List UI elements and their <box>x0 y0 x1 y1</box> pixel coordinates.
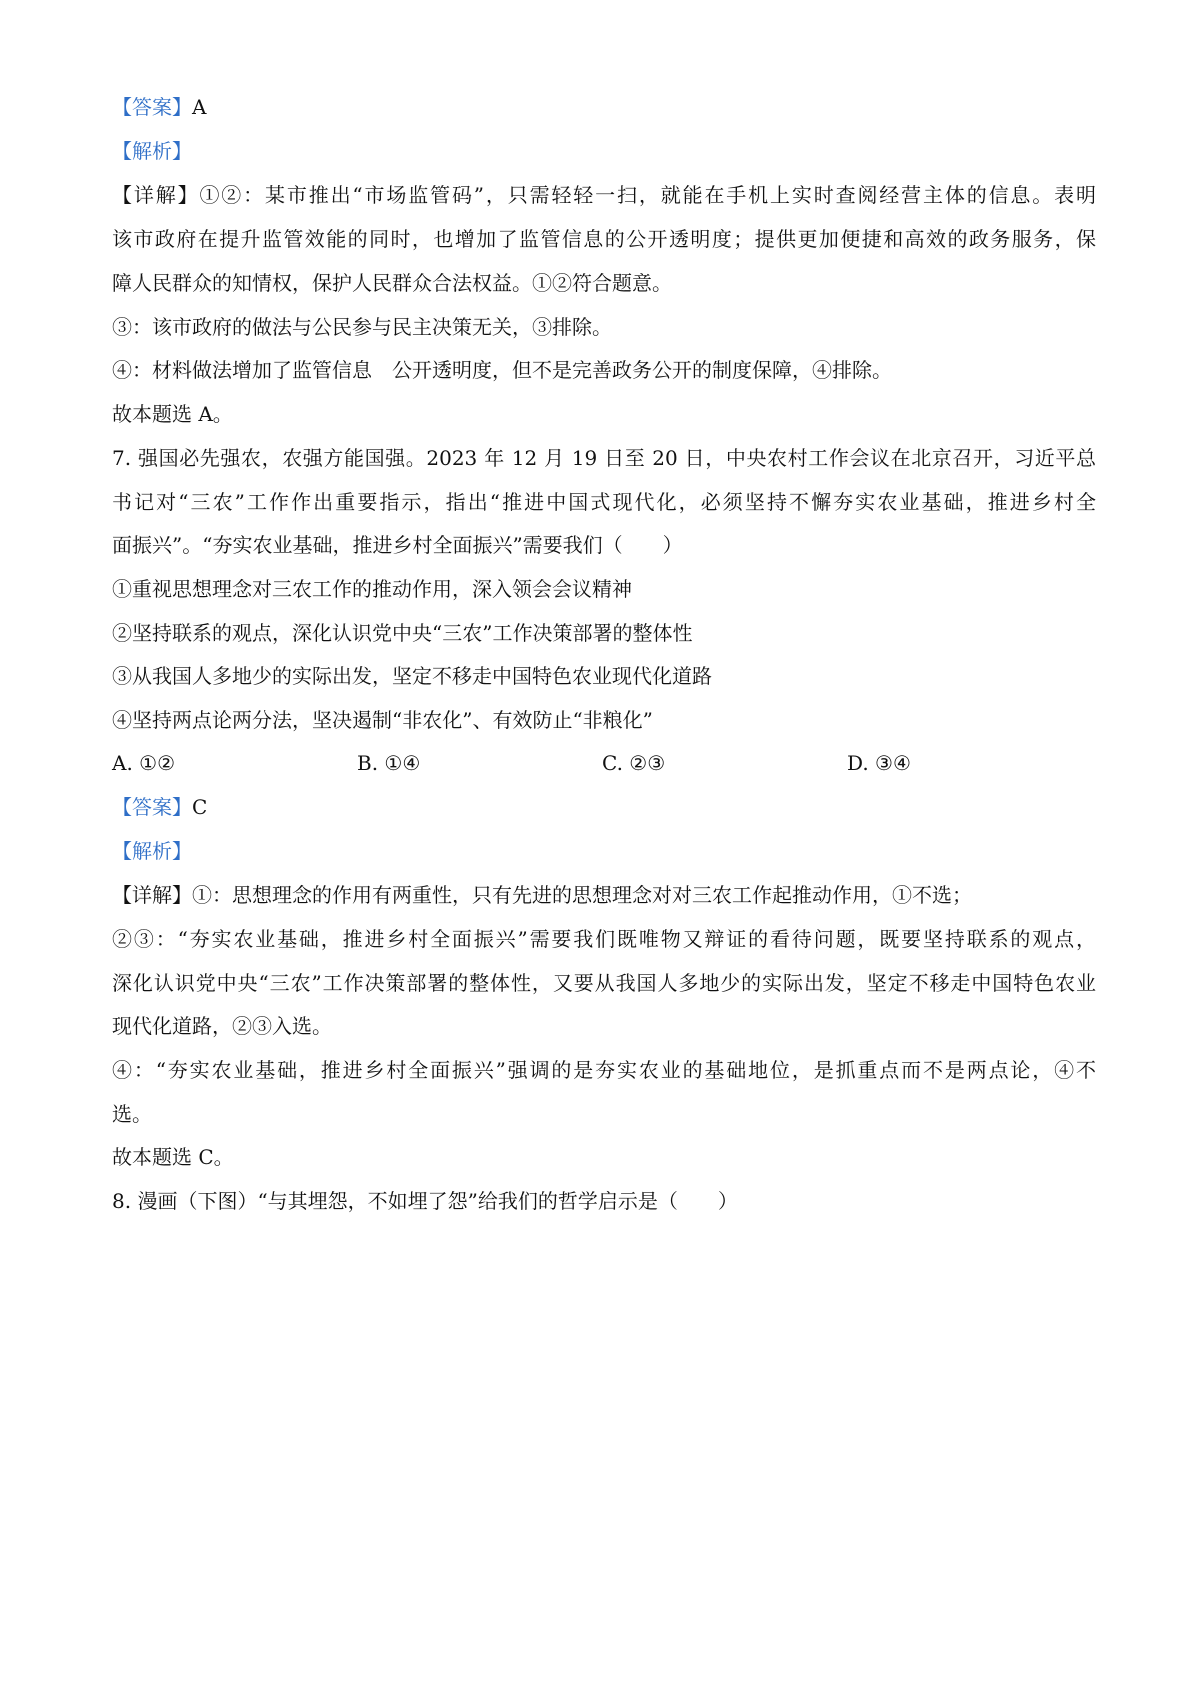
detail-line: ④：“夯实农业基础，推进乡村全面振兴”强调的是夯实农业的基础地位，是抓重点而不是两点论，④不 <box>112 1058 1096 1082</box>
analysis-label: 【解析】 <box>112 139 192 163</box>
option-b: B. ①④ <box>357 751 421 775</box>
detail-line: 该市政府在提升监管效能的同时，也增加了监管信息的公开透明度；提供更加便捷和高效的政务服务，保 <box>112 227 1096 251</box>
option-d: D. ③④ <box>847 751 911 775</box>
statement-item: ④坚持两点论两分法，坚决遏制“非农化”、有效防止“非粮化” <box>112 708 653 732</box>
answer-label: 【答案】 <box>112 95 192 119</box>
statement-item: ①重视思想理念对三农工作的推动作用，深入领会会议精神 <box>112 577 632 601</box>
detail-line: 现代化道路，②③入选。 <box>112 1014 332 1038</box>
statement-item: ③从我国人多地少的实际出发，坚定不移走中国特色农业现代化道路 <box>112 664 712 688</box>
conclusion-line: 故本题选 A。 <box>112 402 233 426</box>
detail-line: ④：材料做法增加了监管信息 公开透明度，但不是完善政务公开的制度保障，④排除。 <box>112 358 892 382</box>
conclusion-line: 故本题选 C。 <box>112 1145 234 1169</box>
question-stem-line: 面振兴”。“夯实农业基础，推进乡村全面振兴”需要我们（ ） <box>112 533 683 557</box>
question-stem-line: 书记对“三农”工作作出重要指示，指出“推进中国式现代化，必须坚持不懈夯实农业基础，推进乡村全 <box>112 490 1096 514</box>
detail-label: 【详解】 <box>112 183 200 207</box>
detail-line: 选。 <box>112 1102 152 1126</box>
detail-line: 障人民群众的知情权，保护人民群众合法权益。①②符合题意。 <box>112 271 672 295</box>
detail-text: ①：思想理念的作用有两重性，只有先进的思想理念对对三农工作起推动作用，①不选； <box>192 883 972 907</box>
question-stem-line: 8. 漫画（下图）“与其埋怨，不如埋了怨”给我们的哲学启示是（ ） <box>112 1189 738 1213</box>
answer-label: 【答案】 <box>112 795 192 819</box>
detail-line: 深化认识党中央“三农”工作决策部署的整体性，又要从我国人多地少的实际出发，坚定不移走中国特色农业 <box>112 971 1096 995</box>
detail-line <box>112 882 1096 908</box>
detail-line <box>112 182 1096 208</box>
detail-line: ③：该市政府的做法与公民参与民主决策无关，③排除。 <box>112 315 612 339</box>
statement-item: ②坚持联系的观点，深化认识党中央“三农”工作决策部署的整体性 <box>112 621 693 645</box>
answer-value: A <box>192 95 207 119</box>
option-a: A. ①② <box>112 751 176 775</box>
option-c: C. ②③ <box>602 751 666 775</box>
detail-line: ②③：“夯实农业基础，推进乡村全面振兴”需要我们既唯物又辩证的看待问题，既要坚持联系的观点， <box>112 927 1096 951</box>
detail-label: 【详解】 <box>112 883 192 907</box>
analysis-label: 【解析】 <box>112 839 192 863</box>
answer-line <box>112 94 1096 120</box>
answer-line <box>112 794 1096 820</box>
detail-text: ①②：某市推出“市场监管码”，只需轻轻一扫，就能在手机上实时查阅经营主体的信息。表明 <box>199 183 1097 207</box>
question-stem-line: 7. 强国必先强农，农强方能国强。2023 年 12 月 19 日至 20 日，中央农村工作会议在北京召开，习近平总 <box>112 446 1096 470</box>
answer-value: C <box>192 795 208 819</box>
